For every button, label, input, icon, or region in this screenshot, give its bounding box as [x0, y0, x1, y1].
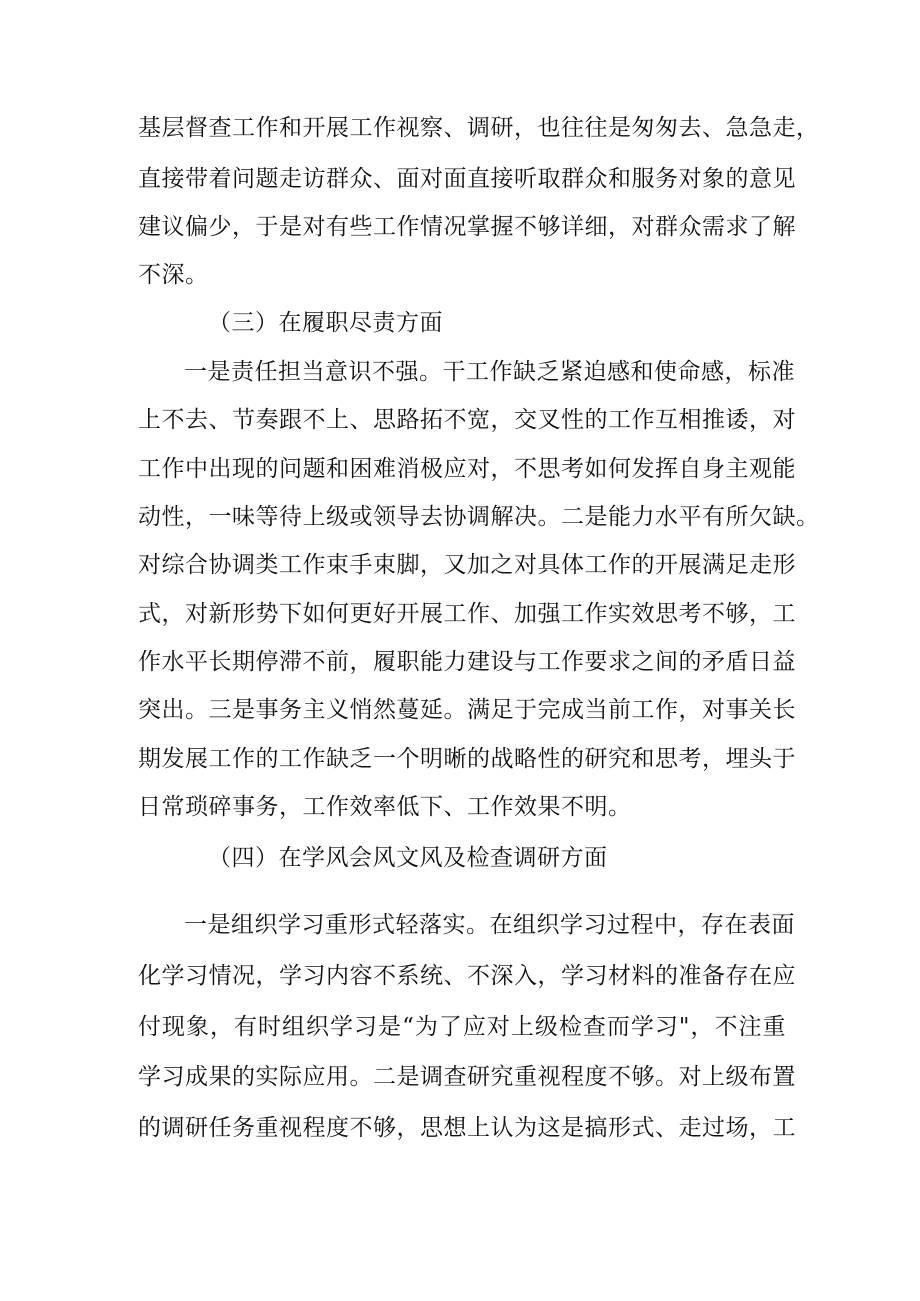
text-line: 一是责任担当意识不强。干工作缺乏紧迫感和使命感，标准	[184, 359, 795, 385]
text-line: 工作中出现的问题和困难消极应对，不思考如何发挥自身主观能	[138, 456, 796, 482]
text-line: 的调研任务重视程度不够，思想上认为这是搞形式、走过场，工	[138, 1115, 796, 1141]
text-line: 日常琐碎事务，工作效率低下、工作效果不明。	[138, 794, 632, 820]
text-line: 对综合协调类工作束手束脚，又加之对具体工作的开展满足走形	[138, 552, 796, 578]
text-line: 动性，一味等待上级或领导去协调解决。二是能力水平有所欠缺。	[138, 504, 820, 530]
text-line: 上不去、节奏跟不上、思路拓不宽，交叉性的工作互相推诿，对	[138, 407, 796, 433]
text-line: 期发展工作的工作缺乏一个明晰的战略性的研究和思考，埋头于	[138, 746, 796, 772]
text-line: 式，对新形势下如何更好开展工作、加强工作实效思考不够，工	[138, 601, 796, 627]
text-line: 化学习情况，学习内容不系统、不深入，学习材料的准备存在应	[138, 963, 796, 989]
text-line: 作水平长期停滞不前，履职能力建设与工作要求之间的矛盾日益	[138, 649, 796, 675]
text-line: 建议偏少，于是对有些工作情况掌握不够详细，对群众需求了解	[138, 214, 796, 240]
section-heading-3: （三）在履职尽责方面	[208, 310, 443, 336]
section-heading-4: （四）在学风会风文风及检查调研方面	[208, 845, 608, 871]
text-line: 不深。	[138, 262, 209, 288]
text-line: 基层督查工作和开展工作视察、调研，也往往是匆匆去、急急走，	[138, 115, 820, 141]
text-line: 付现象，有时组织学习是“为了应对上级检查而学习"，不注重	[138, 1014, 786, 1040]
text-line: 突出。三是事务主义悄然蔓延。满足于完成当前工作，对事关长	[138, 697, 796, 723]
text-line: 一是组织学习重形式轻落实。在组织学习过程中，存在表面	[184, 912, 795, 938]
text-line: 直接带着问题走访群众、面对面直接听取群众和服务对象的意见	[138, 166, 796, 192]
text-line: 学习成果的实际应用。二是调查研究重视程度不够。对上级布置	[138, 1064, 796, 1090]
